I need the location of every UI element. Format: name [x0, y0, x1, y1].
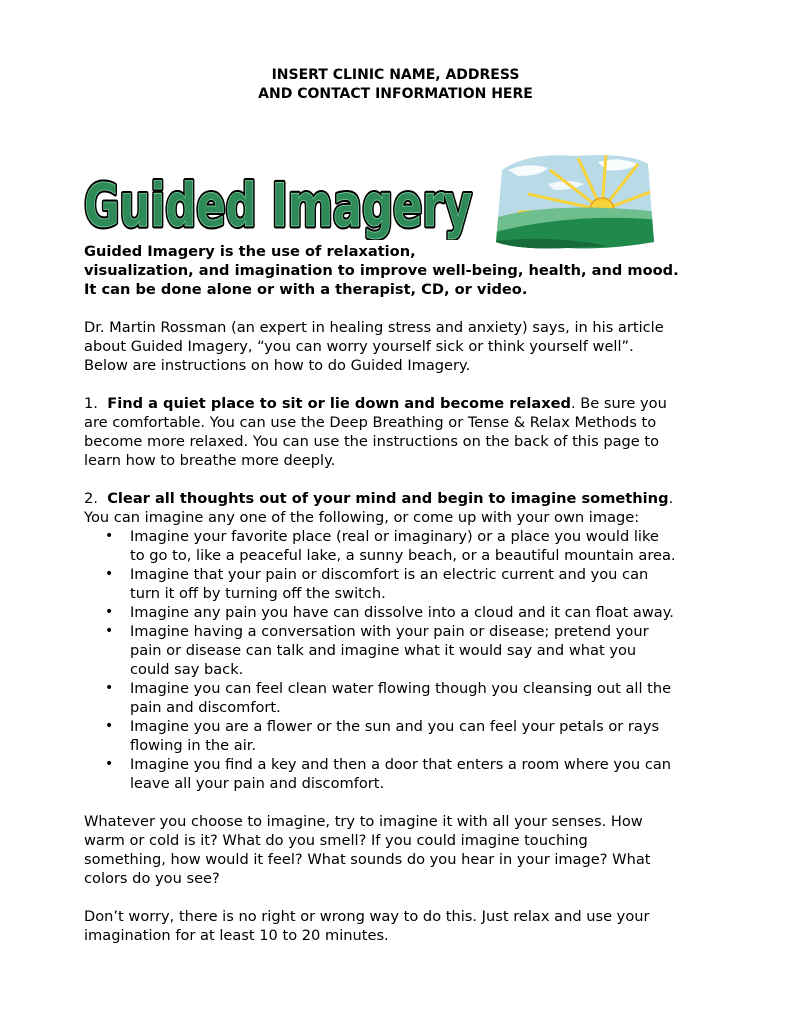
step-1-heading: Find a quiet place to sit or lie down and become relaxed [107, 395, 571, 412]
list-item [105, 622, 714, 679]
list-item [105, 717, 714, 755]
list-item [105, 679, 714, 717]
list-item [105, 527, 714, 565]
step-2-line-2: You can imagine any one of the following, or come up with your own image: [84, 509, 640, 526]
senses-paragraph [84, 812, 714, 888]
list-item-line: Imagine you are a flower or the sun and you can feel your petals or rays [130, 718, 660, 735]
step-2-rest: . [668, 490, 674, 507]
step-1-rest: . Be sure you [570, 395, 667, 412]
bullet-icon: • [105, 528, 114, 544]
clinic-header-line-1: INSERT CLINIC NAME, ADDRESS [271, 67, 520, 83]
step-1-number: 1. [84, 395, 98, 412]
closing-line-1: Don’t worry, there is no right or wrong way to do this. Just relax and use your [84, 908, 650, 925]
list-item-line: Imagine having a conversation with your pain or disease; pretend your [130, 623, 649, 640]
step-1 [84, 394, 714, 470]
bullet-icon: • [105, 566, 114, 582]
rossman-line-1: Dr. Martin Rossman (an expert in healing stress and anxiety) says, in his article [84, 319, 664, 336]
list-item-line: turn it off by turning off the switch. [130, 585, 386, 602]
list-item-line: Imagine you can feel clean water flowing though you cleansing out all the [130, 680, 672, 697]
closing-paragraph [84, 907, 714, 945]
step-1-line-4: learn how to breathe more deeply. [84, 452, 336, 469]
list-item-line: Imagine that your pain or discomfort is an electric current and you can [130, 566, 649, 583]
step-2-heading: Clear all thoughts out of your mind and begin to imagine something [107, 490, 669, 507]
list-item-line: pain or disease can talk and imagine what it would say and what you [130, 642, 637, 659]
list-item-line: Imagine your favorite place (real or imaginary) or a place you would like [130, 528, 659, 545]
bullet-icon: • [105, 680, 114, 696]
senses-line-2: warm or cold is it? What do you smell? If you could imagine touching [84, 832, 588, 849]
title-art-text-fill: Guided Imagery [84, 171, 472, 240]
list-item-line: could say back. [130, 661, 244, 678]
clinic-header [0, 66, 791, 104]
step-1-line-3: become more relaxed. You can use the instructions on the back of this page to [84, 433, 660, 450]
clinic-header-line-2: AND CONTACT INFORMATION HERE [258, 86, 533, 102]
list-item-line: flowing in the air. [130, 737, 257, 754]
intro-line-3: It can be done alone or with a therapist, CD, or video. [84, 281, 528, 298]
list-item [105, 565, 714, 603]
list-item-line: to go to, like a peaceful lake, a sunny beach, or a beautiful mountain area. [130, 547, 676, 564]
closing-line-2: imagination for at least 10 to 20 minutes. [84, 927, 389, 944]
list-item [105, 755, 714, 793]
bullet-icon: • [105, 756, 114, 772]
rossman-line-3: Below are instructions on how to do Guided Imagery. [84, 357, 471, 374]
intro-line-1: Guided Imagery is the use of relaxation, [84, 243, 416, 260]
list-item [105, 603, 714, 622]
bullet-icon: • [105, 718, 114, 734]
step-1-line-2: are comfortable. You can use the Deep Breathing or Tense & Relax Methods to [84, 414, 657, 431]
list-item-line: Imagine any pain you have can dissolve into a cloud and it can float away. [130, 604, 674, 621]
step-2-number: 2. [84, 490, 98, 507]
rossman-paragraph [84, 318, 714, 375]
sun-over-hills-icon [488, 150, 660, 252]
bullet-icon: • [105, 623, 114, 639]
step-2 [84, 489, 714, 527]
guided-imagery-title-art [80, 168, 480, 240]
document-body [84, 242, 714, 945]
rossman-line-2: about Guided Imagery, “you can worry yourself sick or think yourself well”. [84, 338, 634, 355]
intro-paragraph [84, 242, 714, 299]
imagery-options-list [84, 527, 714, 793]
list-item-line: pain and discomfort. [130, 699, 281, 716]
senses-line-3: something, how would it feel? What sounds do you hear in your image? What [84, 851, 651, 868]
intro-line-2: visualization, and imagination to improve well-being, health, and mood. [84, 262, 679, 279]
list-item-line: leave all your pain and discomfort. [130, 775, 385, 792]
senses-line-4: colors do you see? [84, 870, 220, 887]
list-item-line: Imagine you find a key and then a door that enters a room where you can [130, 756, 672, 773]
title-art-text: Guided Imagery [84, 171, 472, 240]
senses-line-1: Whatever you choose to imagine, try to imagine it with all your senses. How [84, 813, 643, 830]
bullet-icon: • [105, 604, 114, 620]
